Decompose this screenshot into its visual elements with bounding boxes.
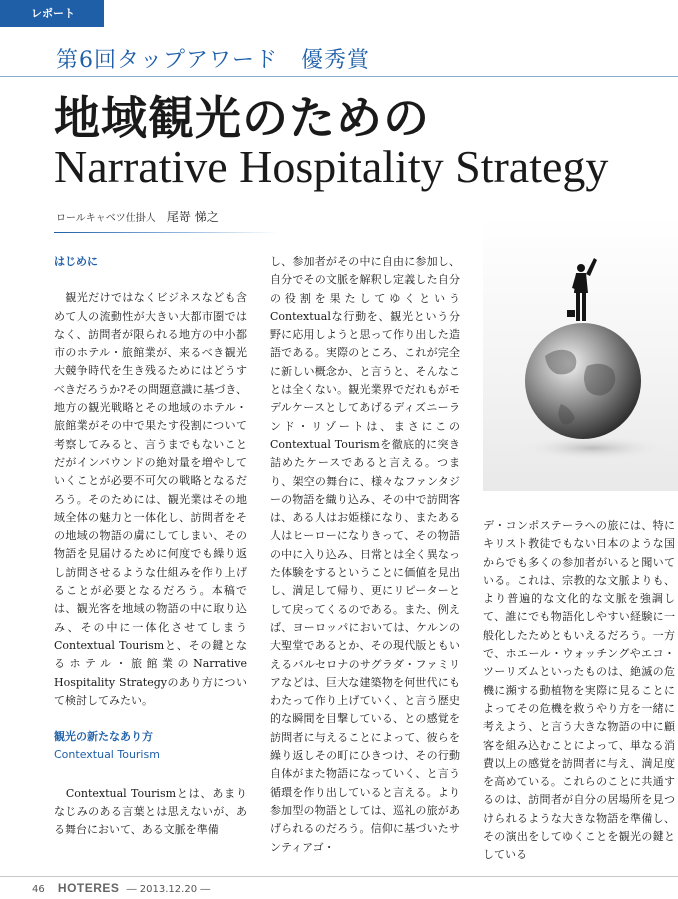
header-rule bbox=[0, 76, 678, 77]
article-column-3 bbox=[483, 517, 675, 865]
section-subheading: Contextual Tourism bbox=[54, 748, 160, 762]
title-english: Narrative Hospitality Strategy bbox=[54, 141, 609, 192]
globe-photo bbox=[483, 216, 678, 491]
body-paragraph: デ・コンポステーラへの旅には、特にキリスト教徒でもない日本のような国からでも多くの参加者がいると聞いている。これは、宗教的な文脈よりも、より普遍的な文化的な文脈を強調して、誰にでも物語化しやすい経験に一般化したためともいえるだろう。一方で、ホエール・ウォッチングやエコ・ツーリズムといったものは、絶滅の危機に瀕する動植物を実際に見ることによってその危機を救うやり方を一緒に考えよう、と言う大きな物語の中に顧客を組み込むことによって、単なる消費以上の感覚を訪問者に与え、満足度を高めている。これらのことに共通するのは、訪問者が自分の居場所を見つけられるような大きな物語を準備し、その演出をしてゆくことを観光の鍵としている bbox=[483, 519, 675, 862]
section-heading-new-tourism: 観光の新たなあり方 bbox=[54, 730, 153, 744]
body-paragraph: Contextual Tourismとは、あまりなじみのある言葉とは思えないが、ある舞台において、ある文脈を準備 bbox=[54, 786, 247, 837]
issue-date: ― 2013.12.20 ― bbox=[126, 884, 211, 895]
section-tag: レポート bbox=[0, 0, 104, 27]
magazine-logo: HOTERES bbox=[57, 881, 120, 895]
body-paragraph: 観光だけではなくビジネスなども含めて人の流動性が大きい大都市圏ではなく、訪問者が限られる地方の中小都市のホテル・旅館業が、来るべき観光大競争時代を生き残るためにはどうすべきだろうか?その問題意識に基づき、地方の観光戦略とその地域のホテル・旅館業がその中で果たす役割について考察してみると、言うまでもないことだがインバウンドの絶対量を増やしていくことが必要不可欠の戦略となるだろう。そのためには、観光業はその地域全体の魅力と一体化し、訪問者をその地域の物語の虜にしてしまい、その物語を見届けるために何度でも繰り返し訪問させるような仕組みを作り上げることが必要となるだろう。本稿では、観光客を地域の物語の中に取り込み、その中に一体化させてしまうContextual Tourismと、その鍵となるホテル・旅館業のNarrative Hospitality Strategyのあり方について検討してみたい。 bbox=[54, 291, 247, 707]
body-paragraph: し、参加者がその中に自由に参加し、自分でその文脈を解釈し定義した自分の役割を果たしてゆくというContextualな行動を、観光という分野に応用しようと思って作り出した造語である。実際のところ、これが完全に新しい概念か、と言うと、そんなことは全くない。観光業界でだれもがモデルケースとしてあげるディズニーランド・リゾートは、まさにこのContextual Tourismを徹底的に突き詰めたケースであると言える。つまり、架空の舞台に、様々なファンタジーの物語を織り込み、その中で訪問客は、ある人はお姫様になり、またある人はヒーローになりきって、その物語の中に入り込み、日常とは全く異なった体験をするということに価値を見出し、満足して帰り、更にリピーターとして戻ってくるのである。また、例えば、ヨーロッパにおいては、ケルンの大聖堂であるとか、その現代版ともいえるバルセロナのサグラダ・ファミリアなどは、巨大な建築物を何世代にもわたって作り上げていく、と言う歴史的な瞬間を目撃している、との感覚を訪問者に与えることによって、彼らを繰り返しその町にひきつけ、その行動自体がまた物語になっていく、と言う循環を作り出していると言える。より参加型の物語としては、巡礼の旅があげられるのだろう。信仰に基づいたサンティアゴ・ bbox=[270, 255, 460, 854]
author-name: 尾嵜 悌之 bbox=[166, 210, 219, 224]
article-column-1 bbox=[54, 253, 247, 840]
author-line bbox=[56, 206, 219, 225]
spacer bbox=[54, 271, 247, 289]
spacer bbox=[54, 765, 247, 785]
globe-figure-image bbox=[483, 216, 678, 491]
spacer bbox=[54, 710, 247, 728]
article-column-2 bbox=[270, 253, 460, 857]
page-number: 46 bbox=[32, 884, 45, 895]
section-heading-intro: はじめに bbox=[54, 255, 98, 268]
footer-rule bbox=[0, 876, 678, 877]
title-japanese: 地域観光のための bbox=[54, 91, 430, 145]
byline-rule bbox=[54, 232, 278, 233]
award-subtitle: 第6回タップアワード 優秀賞 bbox=[56, 48, 370, 73]
page-footer bbox=[32, 881, 210, 895]
author-role: ロールキャベツ仕掛人 bbox=[56, 213, 156, 224]
